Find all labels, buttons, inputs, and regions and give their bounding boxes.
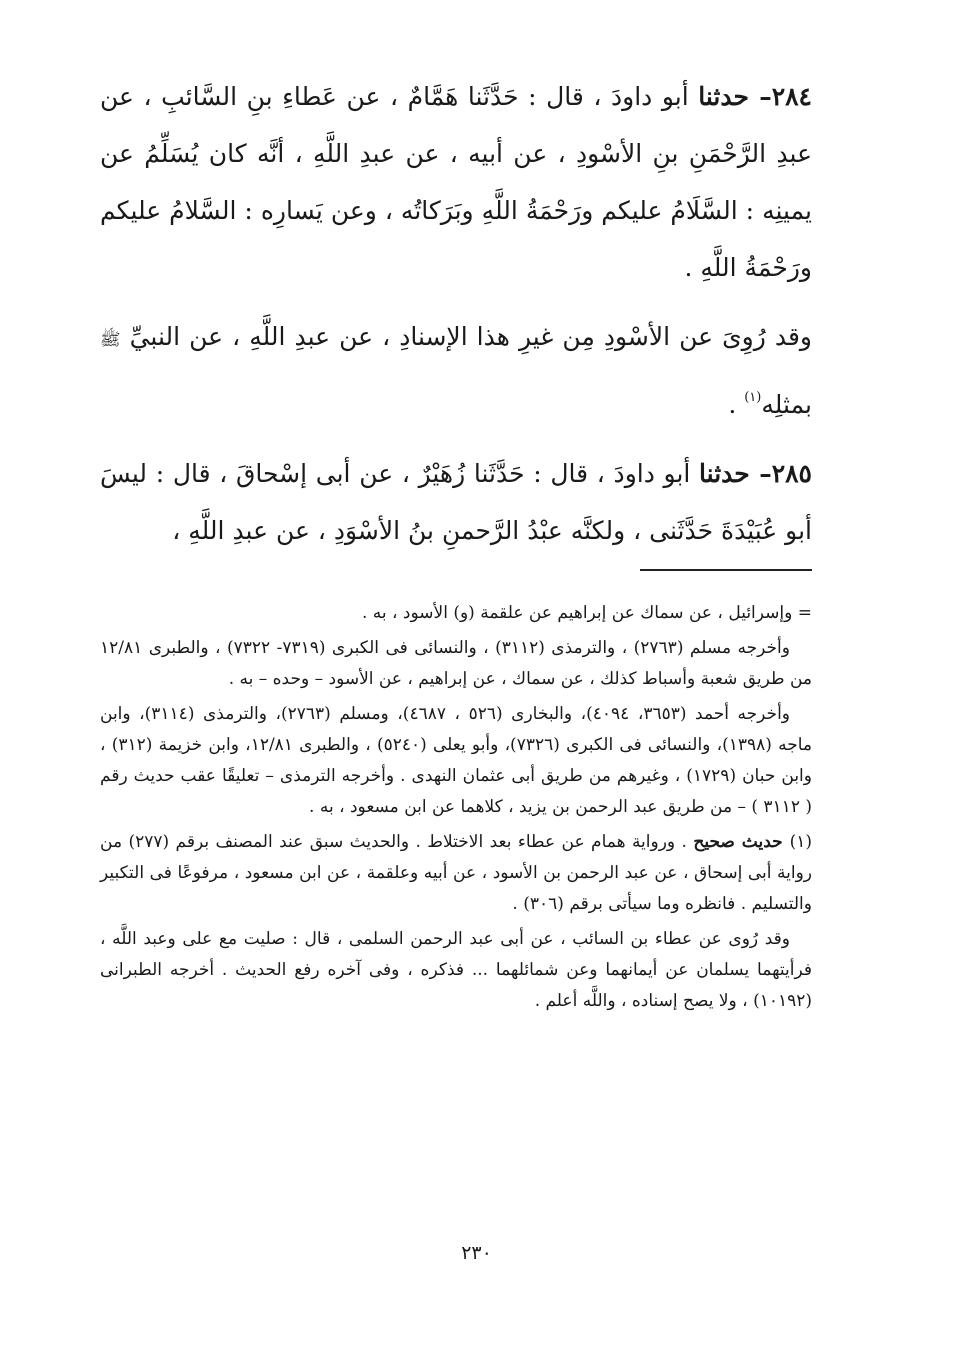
- footnote-1-continued: وقد رُوى عن عطاء بن السائب ، عن أبى عبد الرحمن السلمى ، قال : صليت مع على وعبد اللَّه ، فرأيتهما يسلمان عن أيمانهما وعن شمائلهما ... فذكره ، وفى آخره رفع الحديث . أخرجه الطبرانى (١٠١٩٢) ، ولا يصح إسناده ، واللَّه أعلم .: [100, 929, 812, 1011]
- footnote-divider: [640, 569, 812, 571]
- footnotes: [100, 598, 812, 1021]
- hadith-lead: – حدثنا: [699, 459, 772, 488]
- footnote-continuation: وأخرجه أحمد (٣٦٥٣، ٤٠٩٤)، والبخارى (٥٢٦ ، ٤٦٨٧)، ومسلم (٢٧٦٣)، والترمذى (٣١١٤)، وابن ماجه (١٣٩٨)، والنسائى فى الكبرى (٧٣٢٦)، وأبو يعلى (٥٢٤٠) ، والطبرى ١٢/٨١، وابن خزيمة (٣١٢) ، وابن حبان (١٧٢٩) ، وغيرهم من طريق أبى عثمان النهدى . وأخرجه الترمذى – تعليقًا عقب حديث رقم ( ٣١١٢ ) – من طريق عبد الرحمن بن يزيد ، كلاهما عن ابن مسعود ، به .: [100, 704, 813, 817]
- hadith-number: ٢٨٤: [771, 82, 812, 111]
- salawat-glyph: ﷺ: [100, 330, 121, 350]
- remark-tail: بمثلِه: [761, 390, 812, 419]
- remark-end: .: [728, 390, 745, 419]
- footnote-1: [100, 827, 812, 920]
- remark-text: وقد رُوِىَ عن الأسْودِ مِن غيرِ هذا الإسنادِ ، عن عبدِ اللَّهِ ، عن النبيِّ: [120, 322, 812, 351]
- hadith-284: [100, 68, 812, 296]
- main-text: [100, 68, 812, 571]
- hadith-285: [100, 445, 812, 559]
- footnote-number: (١): [789, 832, 812, 852]
- hadith-lead: – حدثنا: [698, 82, 772, 111]
- hadith-text: أبو داودَ ، قال : حَدَّثَنا هَمَّامٌ ، عن عَطاءِ بنِ السَّائبِ ، عن عبدِ الرَّحْمَنِ بنِ الأسْودِ ، عن أبيه ، عن عبدِ اللَّهِ ، أنَّه كان يُسَلِّمُ عن يمينِه : السَّلَامُ عليكم ورَحْمَةُ اللَّهِ وبَرَكاتُه ، وعن يَسارِه : السَّلامُ عليكم ورَحْمَةُ اللَّهِ .: [100, 82, 812, 282]
- hadith-remark: [100, 308, 812, 433]
- footnote-grade: حديث صحيح: [693, 832, 790, 852]
- hadith-number: ٢٨٥: [771, 459, 812, 488]
- footnote-ref[interactable]: (١): [744, 390, 762, 405]
- footnote-continuation: = وإسرائيل ، عن سماك عن إبراهيم عن علقمة (و) الأسود ، به .: [361, 603, 812, 623]
- page-number: ٢٣٠: [461, 1242, 492, 1264]
- footnote-text: . ورواية همام عن عطاء بعد الاختلاط . والحديث سبق عند المصنف برقم (٢٧٧) من رواية أبى إسحاق ، عن عبد الرحمن بن الأسود ، عن أبيه وعلقمة ، عن ابن مسعود ، مرفوعًا فى التكبير والتسليم . فانظره وما سيأتى برقم (٣٠٦) .: [100, 832, 812, 914]
- footnote-continuation: وأخرجه مسلم (٢٧٦٣) ، والترمذى (٣١١٢) ، والنسائى فى الكبرى (٧٣١٩- ٧٣٢٢) ، والطبرى ١٢/٨١ من طريق شعبة وأسباط كذلك ، عن سماك ، عن إبراهيم ، عن الأسود – وحده – به .: [100, 638, 812, 689]
- hadith-text: أبو داودَ ، قال : حَدَّثَنا زُهَيْرٌ ، عن أبى إسْحاقَ ، قال : ليسَ أبو عُبَيْدَةَ حَدَّثَنى ، ولكنَّه عبْدُ الرَّحمنِ بنُ الأسْوَدِ ، عن عبدِ اللَّهِ ،: [100, 459, 812, 545]
